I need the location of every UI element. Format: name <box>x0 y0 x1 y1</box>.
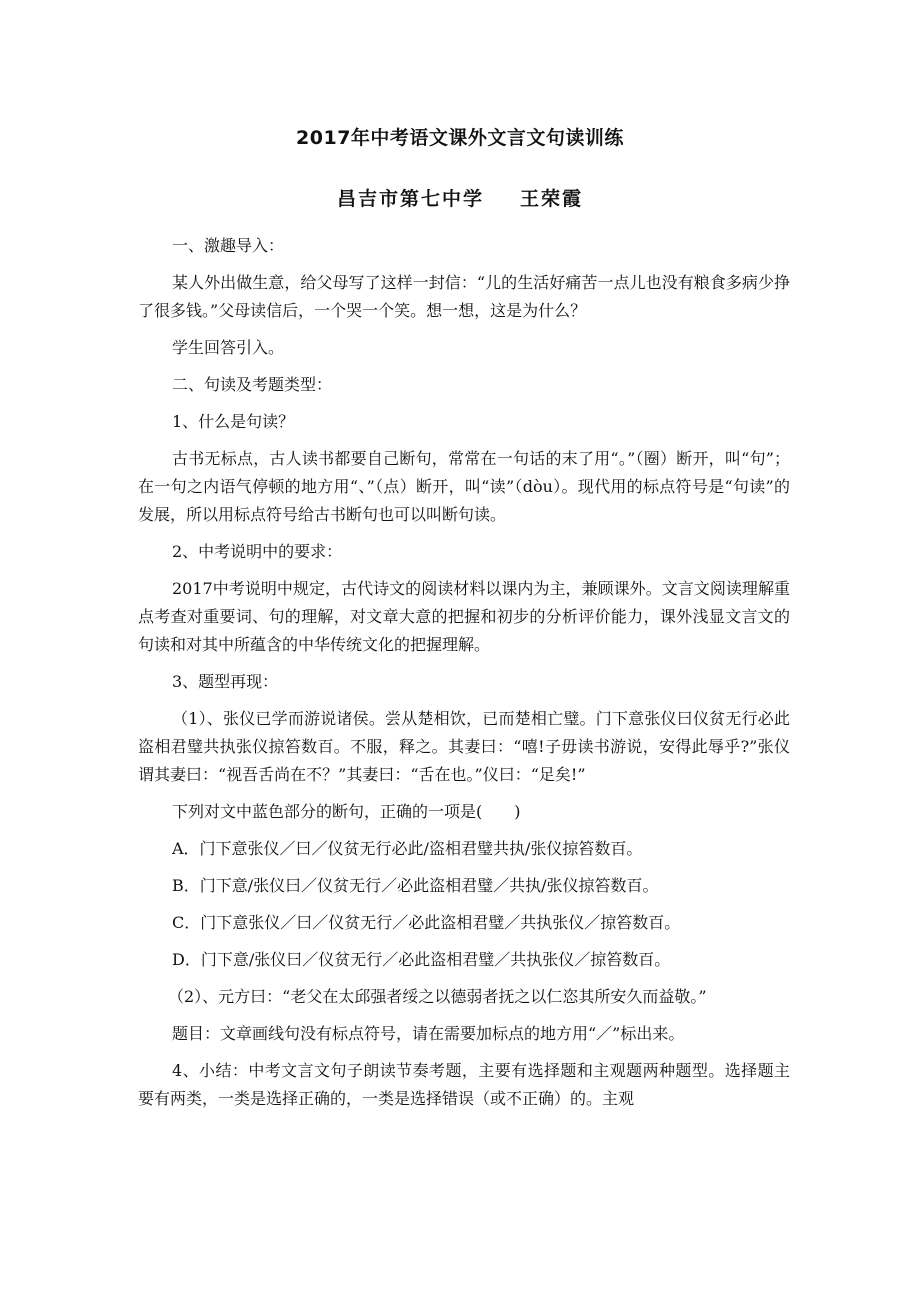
option-c: C．门下意张仪／曰／仪贫无行／必此盗相君璧／共执张仪／掠笞数百。 <box>172 913 681 932</box>
document-title: 2017年中考语文课外文言文句读训练 <box>296 127 624 149</box>
paragraph-judou-definition: 古书无标点，古人读书都要自己断句，常常在一句话的末了用“。”（圈）断开，叫“句”；在一句之内语气停顿的地方用“、”（点）断开，叫“读”（dòu）。现代用的标点符号是“句读”的发展，所以用标点符号给古书断句也可以叫断句读。 <box>138 449 790 524</box>
option-a: A．门下意张仪／曰／仪贫无行必此/盗相君璧共执/张仪掠笞数百。 <box>172 839 643 858</box>
paragraph-question-1-text: （1）、张仪已学而游说诸侯。尝从楚相饮，已而楚相亡璧。门下意张仪曰仪贫无行必此盗相君璧共执张仪掠笞数百。不服，释之。其妻曰：“嘻!子毋读书游说，安得此辱乎?”张仪谓其妻曰：“视吾舌尚在不？”其妻曰：“舌在也。”仪曰：“足矣!” <box>138 709 790 784</box>
option-b: B．门下意/张仪曰／仪贫无行／必此盗相君璧／共执/张仪掠笞数百。 <box>172 876 659 895</box>
document-body <box>138 232 790 1122</box>
paragraph-question-2-text: （2）、元方曰：“老父在太邱强者绥之以德弱者抚之以仁恣其所安久而益敬。” <box>168 987 707 1006</box>
author-school: 昌吉市第七中学 <box>336 188 484 210</box>
document-author <box>0 184 920 211</box>
question-1-prompt: 下列对文中蓝色部分的断句，正确的一项是( ) <box>172 802 521 821</box>
subheading-exam-requirements: 2、中考说明中的要求： <box>172 542 343 561</box>
question-2-prompt: 题目：文章画线句没有标点符号，请在需要加标点的地方用“／”标出来。 <box>172 1024 685 1043</box>
paragraph-student-answer: 学生回答引入。 <box>172 338 285 357</box>
option-d: D．门下意/张仪曰／仪贫无行／必此盗相君璧／共执张仪／掠笞数百。 <box>172 950 671 969</box>
author-name: 王荣霞 <box>520 188 584 210</box>
paragraph-letter-story: 某人外出做生意，给父母写了这样一封信：“儿的生活好痛苦一点儿也没有粮食多病少挣了很多钱。”父母读信后，一个哭一个笑。想一想，这是为什么？ <box>138 273 790 320</box>
section-heading-types: 二、句读及考题类型： <box>172 375 333 394</box>
subheading-what-is-judou: 1、什么是句读？ <box>172 412 295 431</box>
section-heading-intro: 一、激趣导入： <box>172 236 285 255</box>
paragraph-exam-requirements: 2017中考说明中规定，古代诗文的阅读材料以课内为主，兼顾课外。文言文阅读理解重点考查对重要词、句的理解，对文章大意的把握和初步的分析评价能力，课外浅显文言文的句读和对其中所蕴含的中华传统文化的把握理解。 <box>138 579 790 654</box>
subheading-question-types: 3、题型再现： <box>172 672 279 691</box>
paragraph-summary: 4、小结：中考文言文句子朗读节奏考题，主要有选择题和主观题两种题型。选择题主要有两类，一类是选择正确的，一类是选择错误（或不正确）的。主观 <box>138 1061 790 1108</box>
